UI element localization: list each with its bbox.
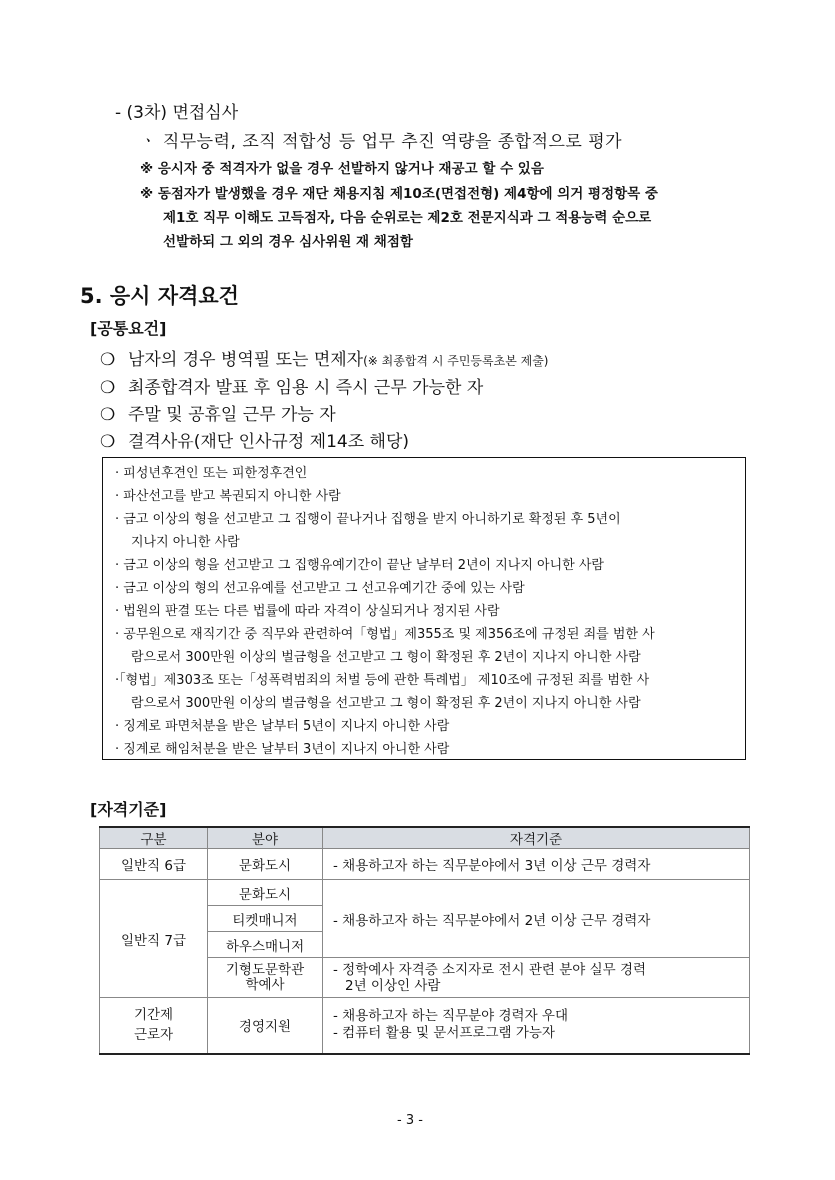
disq-line: · 금고 이상의 형을 선고받고 그 집행유예기간이 끝난 날부터 2년이 지나지 아니한 사람 bbox=[115, 558, 604, 573]
requirement-item: ❍ 남자의 경우 병역필 또는 면제자(※ 최종합격 시 주민등록초본 제출) bbox=[100, 350, 549, 370]
field-cell: 문화도시 bbox=[208, 880, 323, 906]
disq-line: · 금고 이상의 형을 선고받고 그 집행이 끝나거나 집행을 받지 아니하기로 확정된 후 5년이 bbox=[115, 512, 621, 527]
requirement-cell: - 채용하고자 하는 직무분야에서 3년 이상 근무 경력자 bbox=[323, 849, 750, 880]
table-row bbox=[100, 880, 750, 906]
header-category: 구분 bbox=[100, 827, 208, 849]
disq-line: · 금고 이상의 형의 선고유예를 선고받고 그 선고유예기간 중에 있는 사람 bbox=[115, 581, 525, 596]
interview-bullet: ㆍ 직무능력, 조직 적합성 등 업무 추진 역량을 종합적으로 평가 bbox=[140, 132, 623, 152]
table-row bbox=[100, 998, 750, 1054]
grade-cell: 기간제 근로자 bbox=[100, 998, 208, 1054]
requirement-item: ❍ 주말 및 공휴일 근무 가능 자 bbox=[100, 405, 336, 425]
disq-line: 지나지 아니한 사람 bbox=[131, 535, 240, 550]
table-header-row bbox=[100, 827, 750, 849]
disqualification-box bbox=[102, 457, 746, 760]
disq-line: 람으로서 300만원 이상의 벌금형을 선고받고 그 형이 확정된 후 2년이 지나지 아니한 사람 bbox=[131, 650, 641, 665]
requirement-item: ❍ 결격사유(재단 인사규정 제14조 해당) bbox=[100, 432, 410, 452]
table-row bbox=[100, 849, 750, 880]
common-requirements-label: [공통요건] bbox=[90, 319, 167, 338]
page-number: - 3 - bbox=[397, 1113, 423, 1128]
qualification-label: [자격기준] bbox=[90, 800, 167, 819]
disq-line: · 피성년후견인 또는 피한정후견인 bbox=[115, 466, 308, 481]
note-1: ※ 응시자 중 적격자가 없을 경우 선발하지 않거나 재공고 할 수 있음 bbox=[140, 161, 544, 177]
header-requirement: 자격기준 bbox=[323, 827, 750, 849]
field-cell: 경영지원 bbox=[208, 998, 323, 1054]
note-2-line-1: ※ 동점자가 발생했을 경우 재단 채용지침 제10조(면접전형) 제4항에 의거 평정항목 중 bbox=[140, 186, 658, 202]
interview-heading: - (3차) 면접심사 bbox=[115, 103, 239, 123]
field-cell: 하우스매니저 bbox=[208, 932, 323, 958]
note-2-line-2: 제1호 직무 이해도 고득점자, 다음 순위로는 제2호 전문지식과 그 적용능력 순으로 bbox=[163, 210, 652, 226]
disq-line: 람으로서 300만원 이상의 벌금형을 선고받고 그 형이 확정된 후 2년이 지나지 아니한 사람 bbox=[131, 696, 641, 711]
field-cell: 기형도문학관 학예사 bbox=[208, 958, 323, 998]
qualification-table bbox=[99, 826, 750, 1055]
disq-line: · 징계로 파면처분을 받은 날부터 5년이 지나지 아니한 사람 bbox=[115, 719, 450, 734]
grade-cell: 일반직 6급 bbox=[100, 849, 208, 880]
section-title: 5. 응시 자격요건 bbox=[80, 284, 239, 308]
disq-line: ·「형법」제303조 또는「성폭력범죄의 처벌 등에 관한 특례법」 제10조에 규정된 죄를 범한 사 bbox=[115, 673, 650, 688]
header-field: 분야 bbox=[208, 827, 323, 849]
disq-line: · 파산선고를 받고 복권되지 아니한 사람 bbox=[115, 489, 341, 504]
requirement-item: ❍ 최종합격자 발표 후 임용 시 즉시 근무 가능한 자 bbox=[100, 378, 484, 398]
field-cell: 티켓매니저 bbox=[208, 906, 323, 932]
note-2-line-3: 선발하되 그 외의 경우 심사위원 재 채점함 bbox=[163, 234, 413, 250]
disq-line: · 징계로 해임처분을 받은 날부터 3년이 지나지 아니한 사람 bbox=[115, 742, 450, 757]
requirement-cell: - 채용하고자 하는 직무분야 경력자 우대 - 컴퓨터 활용 및 문서프로그램 가능자 bbox=[323, 998, 750, 1054]
disq-line: · 법원의 판결 또는 다른 법률에 따라 자격이 상실되거나 정지된 사람 bbox=[115, 604, 500, 619]
requirement-cell: - 정학예사 자격증 소지자로 전시 관련 분야 실무 경력 2년 이상인 사람 bbox=[323, 958, 750, 998]
requirement-cell: - 채용하고자 하는 직무분야에서 2년 이상 근무 경력자 bbox=[323, 880, 750, 958]
grade-cell: 일반직 7급 bbox=[100, 880, 208, 998]
field-cell: 문화도시 bbox=[208, 849, 323, 880]
disq-line: · 공무원으로 재직기간 중 직무와 관련하여「형법」제355조 및 제356조에 규정된 죄를 범한 사 bbox=[115, 627, 655, 642]
